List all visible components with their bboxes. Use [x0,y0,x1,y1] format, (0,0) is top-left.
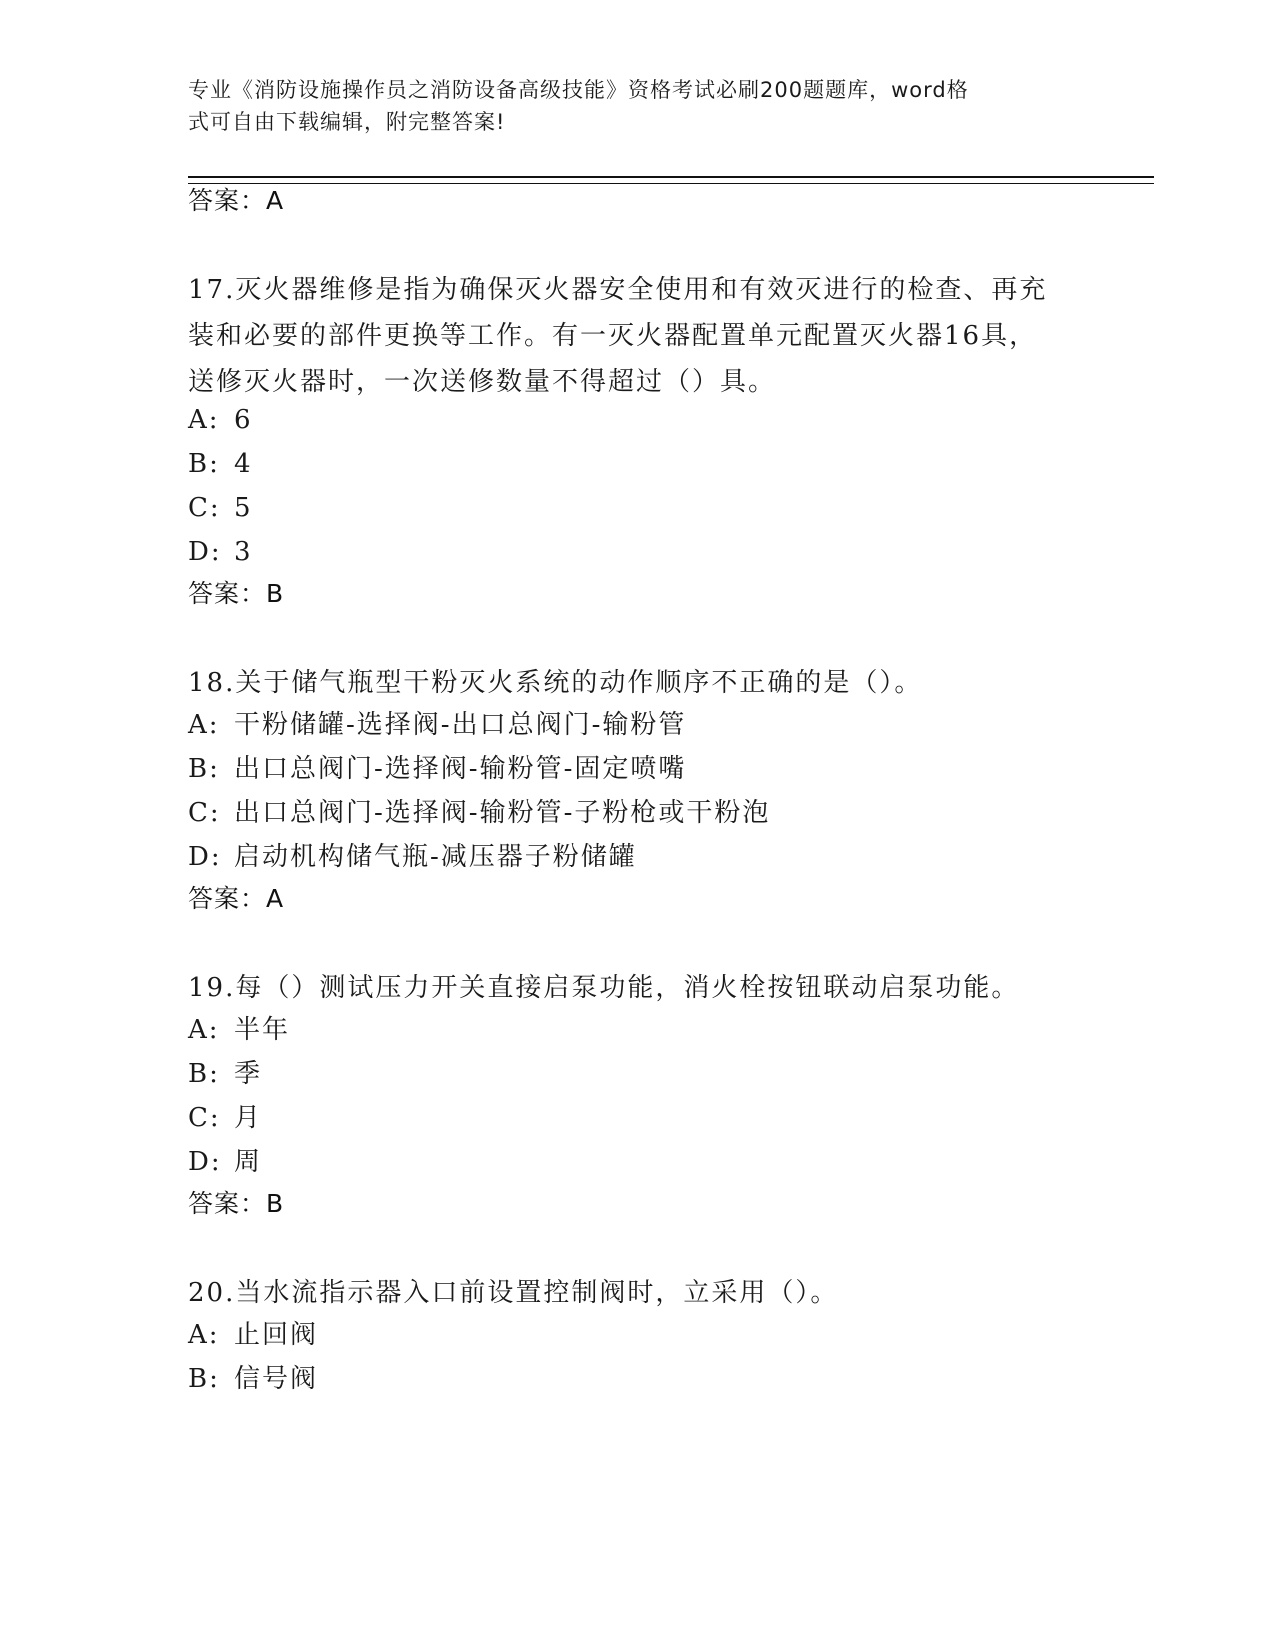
question-17-answer [188,579,1088,609]
option-d [188,530,1088,574]
answer-label: 答案： [188,1189,267,1218]
option-a [188,1313,1088,1357]
question-20 [188,1270,1088,1316]
option-d [188,1140,1088,1184]
option-key: A: [188,1015,220,1045]
option-a [188,1008,1088,1052]
option-key: B: [188,449,220,479]
option-a [188,398,1088,442]
option-c [188,486,1088,530]
option-a [188,703,1088,747]
question-text-line: 19.每（）测试压力开关直接启泵功能，消火栓按钮联动启泵功能。 [188,973,1020,1003]
option-text: 4 [234,449,253,479]
option-text: 季 [234,1059,263,1089]
option-key: B: [188,1364,220,1394]
option-text: 止回阀 [234,1320,319,1350]
question-text-line: 17.灭火器维修是指为确保灭火器安全使用和有效灭进行的检查、再充 [188,275,1048,305]
question-17 [188,267,1088,405]
option-key: B: [188,754,220,784]
option-d [188,835,1088,879]
option-c [188,791,1088,835]
answer-label: 答案： [188,186,267,215]
document-header [188,74,1088,138]
option-text: 启动机构储气瓶-减压器子粉储罐 [234,842,637,872]
question-17-options [188,398,1088,574]
answer-value: A [266,884,284,913]
option-c [188,1096,1088,1140]
question-text-line: 20.当水流指示器入口前设置控制阀时，立采用（）。 [188,1278,839,1308]
option-key: B: [188,1059,220,1089]
option-text: 5 [234,493,253,523]
option-text: 半年 [234,1015,291,1045]
option-text: 周 [234,1147,263,1177]
answer-label: 答案： [188,579,267,608]
option-text: 月 [234,1103,263,1133]
previous-answer [188,186,1088,216]
question-18 [188,660,1088,706]
question-text-line: 18.关于储气瓶型干粉灭火系统的动作顺序不正确的是（）。 [188,668,923,698]
answer-value: B [266,1189,284,1218]
option-text: 3 [234,537,253,567]
question-18-options [188,703,1088,879]
option-text: 干粉储罐-选择阀-出口总阀门-输粉管 [234,710,687,740]
option-key: C: [188,798,221,828]
option-b [188,747,1088,791]
header-divider-thick [188,176,1154,178]
question-18-answer [188,884,1088,914]
option-key: D: [188,842,222,872]
option-key: C: [188,493,221,523]
option-text: 6 [234,405,253,435]
answer-label: 答案： [188,884,267,913]
question-20-options [188,1313,1088,1401]
option-key: D: [188,1147,222,1177]
header-line-1: 专业《消防设施操作员之消防设备高级技能》资格考试必刷200题题库，word格 [188,78,969,102]
option-key: A: [188,710,220,740]
option-b [188,442,1088,486]
answer-value: B [266,579,284,608]
option-text: 信号阀 [234,1364,319,1394]
option-b [188,1357,1088,1401]
question-19 [188,965,1088,1011]
question-text-line: 送修灭火器时，一次送修数量不得超过（）具。 [188,367,777,397]
option-b [188,1052,1088,1096]
option-text: 出口总阀门-选择阀-输粉管-固定喷嘴 [234,754,687,784]
option-text: 出口总阀门-选择阀-输粉管-子粉枪或干粉泡 [234,798,771,828]
header-divider-thin [188,183,1154,184]
question-text-line: 装和必要的部件更换等工作。有一灭火器配置单元配置灭火器16具， [188,321,1038,351]
question-19-answer [188,1189,1088,1219]
option-key: A: [188,1320,220,1350]
answer-value: A [266,186,284,215]
header-line-2: 式可自由下载编辑，附完整答案! [188,110,506,134]
question-19-options [188,1008,1088,1184]
option-key: A: [188,405,220,435]
option-key: D: [188,537,222,567]
option-key: C: [188,1103,221,1133]
